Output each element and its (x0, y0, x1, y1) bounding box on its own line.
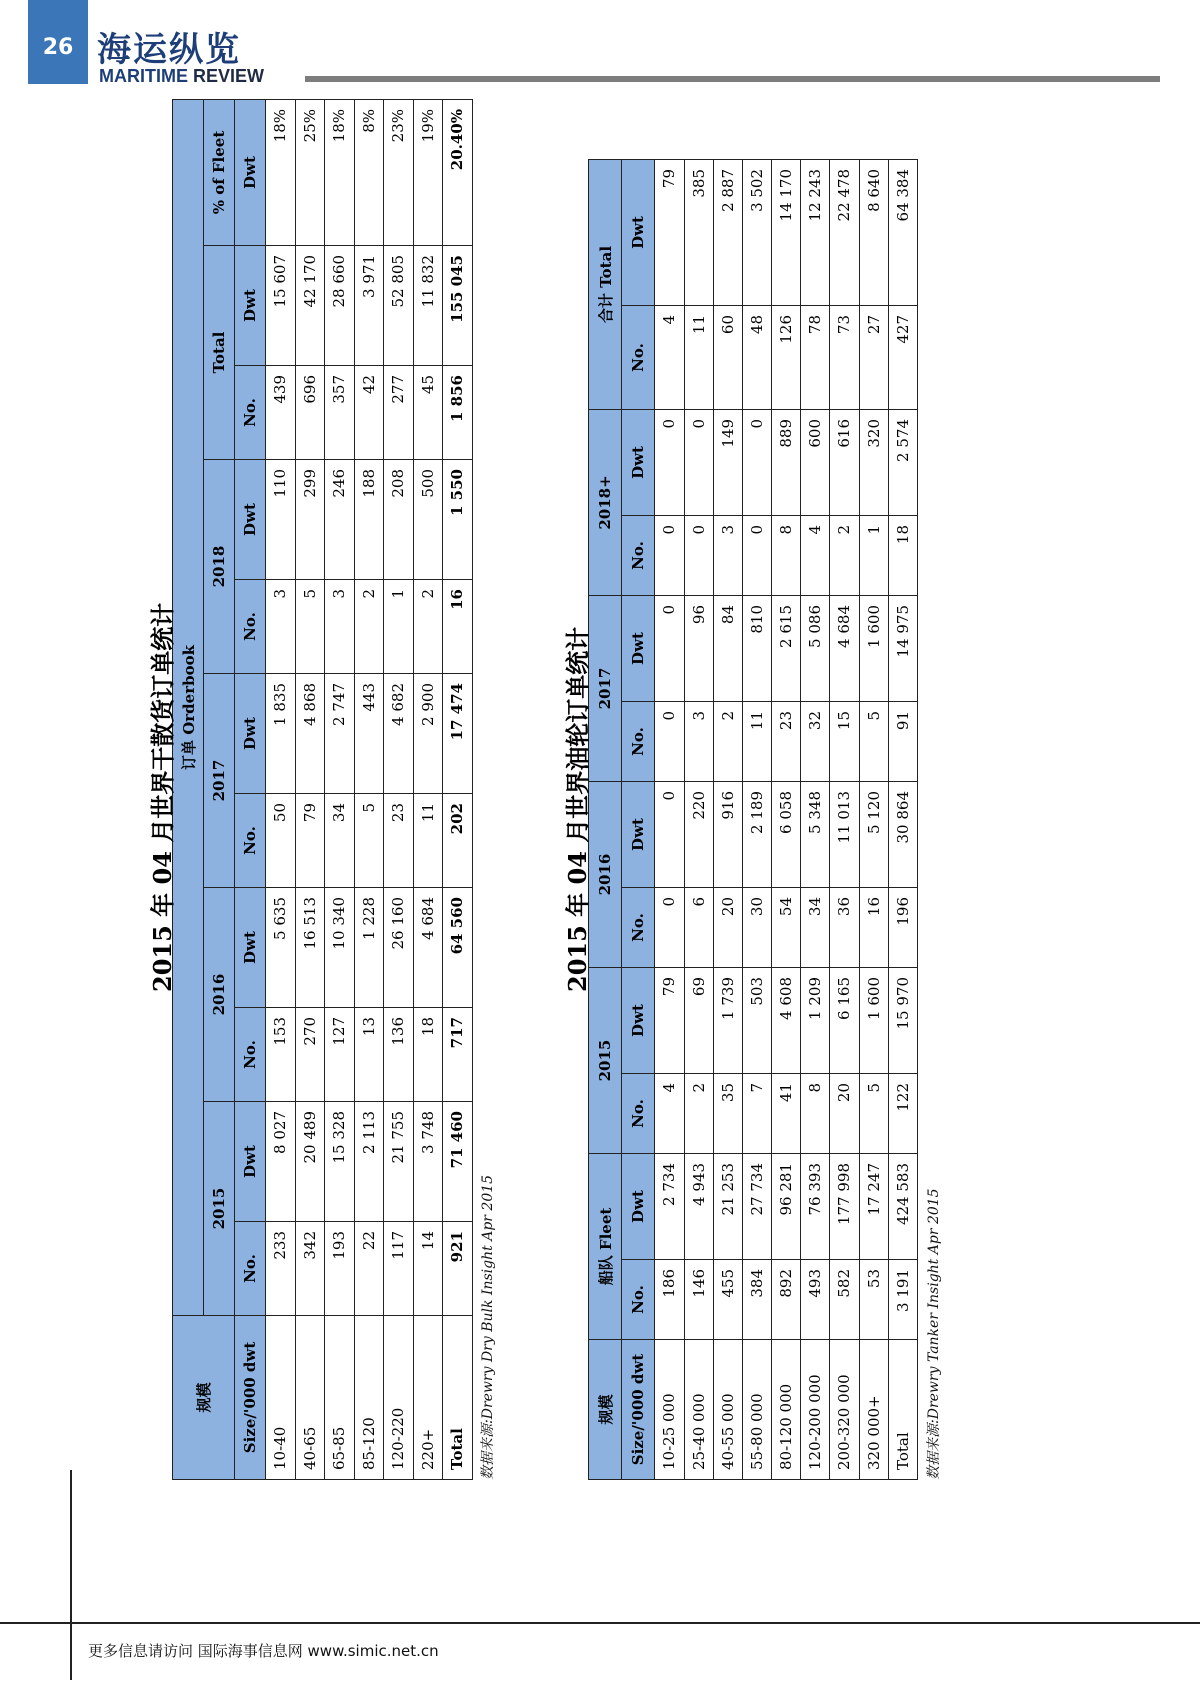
footer-website-text: 更多信息请访问 国际海事信息网 www.simic.net.cn (88, 1642, 439, 1660)
tanker-value-cell: 5 348 (801, 782, 830, 888)
dry-value-cell: 5 635 (266, 888, 296, 1008)
tanker-value-cell: 4 608 (772, 968, 801, 1074)
dry-value-cell: 921 (443, 1222, 473, 1316)
dry-value-cell: 717 (443, 1008, 473, 1102)
dry-value-cell: 136 (384, 1008, 414, 1102)
dry-table-row (325, 100, 355, 1480)
tanker-no-header: No. (622, 1260, 655, 1340)
tanker-value-cell: 2 (830, 516, 859, 596)
tanker-value-cell: 5 086 (801, 596, 830, 702)
tanker-table-row (801, 159, 830, 1479)
tanker-year-2015: 2015 (589, 968, 622, 1154)
tanker-table-row (830, 159, 859, 1479)
dry-value-cell: 342 (295, 1222, 325, 1316)
tanker-value-cell: 16 (859, 888, 888, 968)
dry-value-cell: 22 (354, 1222, 384, 1316)
tanker-value-cell: 3 (684, 702, 713, 782)
dry-size-cell: 65-85 (325, 1316, 355, 1480)
dry-value-cell: 1 (384, 580, 414, 674)
tanker-value-cell: 177 998 (830, 1154, 859, 1260)
dry-value-cell: 127 (325, 1008, 355, 1102)
dry-value-cell: 500 (413, 460, 443, 580)
tanker-value-cell: 8 640 (859, 159, 888, 305)
dry-bulk-title: 2015 年 04 月世界干散货订单统计 (148, 602, 177, 992)
tanker-value-cell: 2 615 (772, 596, 801, 702)
tanker-dwt-header: Dwt (622, 782, 655, 888)
dry-value-cell: 2 (354, 580, 384, 674)
dry-value-cell: 3 (266, 580, 296, 674)
tanker-dwt-header: Dwt (622, 409, 655, 515)
tanker-table-row (772, 159, 801, 1479)
tanker-value-cell: 0 (742, 409, 771, 515)
dry-value-cell: 110 (266, 460, 296, 580)
tanker-value-cell: 6 165 (830, 968, 859, 1074)
dry-value-cell: 23% (384, 100, 414, 246)
dry-value-cell: 3 971 (354, 246, 384, 366)
dry-value-cell: 1 835 (266, 674, 296, 794)
tanker-value-cell: 69 (684, 968, 713, 1074)
tanker-value-cell: 73 (830, 305, 859, 409)
dry-value-cell: 2 747 (325, 674, 355, 794)
dry-table-row (354, 100, 384, 1480)
dry-value-cell: 18% (325, 100, 355, 246)
tanker-table-row (859, 159, 888, 1479)
magazine-title-en-1: MARITIME (99, 66, 188, 86)
tanker-value-cell: 96 281 (772, 1154, 801, 1260)
tanker-value-cell: 41 (772, 1074, 801, 1154)
dry-value-cell: 18% (266, 100, 296, 246)
tanker-value-cell: 4 (801, 516, 830, 596)
tanker-value-cell: 2 189 (742, 782, 771, 888)
tanker-value-cell: 889 (772, 409, 801, 515)
tanker-table-row (684, 159, 713, 1479)
tanker-value-cell: 22 478 (830, 159, 859, 305)
tanker-year-2016: 2016 (589, 782, 622, 968)
tanker-no-header: No. (622, 702, 655, 782)
tanker-value-cell: 11 013 (830, 782, 859, 888)
dry-total-header: Total (204, 246, 235, 460)
tanker-value-cell: 12 243 (801, 159, 830, 305)
tanker-value-cell: 1 (859, 516, 888, 596)
dry-value-cell: 50 (266, 794, 296, 888)
tanker-fleet-header: 船队 Fleet (589, 1154, 622, 1340)
tanker-value-cell: 21 253 (713, 1154, 742, 1260)
tanker-value-cell: 3 191 (888, 1260, 917, 1340)
dry-value-cell: 117 (384, 1222, 414, 1316)
tanker-size-cell: 25-40 000 (684, 1340, 713, 1480)
dry-value-cell: 28 660 (325, 246, 355, 366)
tanker-value-cell: 79 (655, 968, 684, 1074)
tanker-value-cell: 0 (684, 516, 713, 596)
tanker-value-cell: 1 600 (859, 968, 888, 1074)
tanker-value-cell: 2 887 (713, 159, 742, 305)
dry-size-cell: Total (443, 1316, 473, 1480)
tanker-value-cell: 2 734 (655, 1154, 684, 1260)
tanker-value-cell: 64 384 (888, 159, 917, 305)
tanker-total-header: 合计 Total (589, 159, 622, 409)
tanker-value-cell: 384 (742, 1260, 771, 1340)
tanker-value-cell: 76 393 (801, 1154, 830, 1260)
tanker-value-cell: 0 (655, 596, 684, 702)
tanker-size-cell: 40-55 000 (713, 1340, 742, 1480)
tanker-source: 数据来源:Drewry Tanker Insight Apr 2015 (926, 1188, 942, 1480)
tanker-value-cell: 3 (713, 516, 742, 596)
dry-value-cell: 1 856 (443, 366, 473, 460)
dry-value-cell: 299 (295, 460, 325, 580)
dry-value-cell: 20.40% (443, 100, 473, 246)
dry-table-row (413, 100, 443, 1480)
tanker-value-cell: 5 (859, 1074, 888, 1154)
tanker-value-cell: 7 (742, 1074, 771, 1154)
tanker-value-cell: 149 (713, 409, 742, 515)
dry-value-cell: 5 (354, 794, 384, 888)
dry-value-cell: 155 045 (443, 246, 473, 366)
dry-value-cell: 18 (413, 1008, 443, 1102)
tanker-value-cell: 220 (684, 782, 713, 888)
tanker-value-cell: 186 (655, 1260, 684, 1340)
tanker-year-2017: 2017 (589, 596, 622, 782)
dry-bulk-source: 数据来源:Drewry Dry Bulk Insight Apr 2015 (480, 1174, 496, 1480)
tanker-value-cell: 32 (801, 702, 830, 782)
dry-value-cell: 443 (354, 674, 384, 794)
magazine-title-cn: 海运纵览 (97, 30, 241, 70)
tanker-size-en: Size/'000 dwt (622, 1340, 655, 1480)
dry-value-cell: 3 (325, 580, 355, 674)
tanker-size-cell: 80-120 000 (772, 1340, 801, 1480)
dry-table-row (295, 100, 325, 1480)
tanker-value-cell: 60 (713, 305, 742, 409)
dry-value-cell: 233 (266, 1222, 296, 1316)
dry-no-header: No. (235, 1008, 266, 1102)
tanker-title: 2015 年 04 月世界油轮订单统计 (563, 626, 592, 992)
tanker-value-cell: 0 (655, 516, 684, 596)
tanker-dwt-header: Dwt (622, 1154, 655, 1260)
dry-size-cn: 规模 (173, 1316, 235, 1480)
dry-no-header: No. (235, 366, 266, 460)
dry-value-cell: 16 513 (295, 888, 325, 1008)
dry-value-cell: 2 900 (413, 674, 443, 794)
dry-orderbook-header: 订单 Orderbook (173, 100, 204, 1316)
dry-size-cell: 120-220 (384, 1316, 414, 1480)
tanker-value-cell: 0 (684, 409, 713, 515)
tanker-value-cell: 0 (742, 516, 771, 596)
tanker-value-cell: 1 600 (859, 596, 888, 702)
tanker-value-cell: 582 (830, 1260, 859, 1340)
tanker-value-cell: 4 (655, 1074, 684, 1154)
tanker-value-cell: 616 (830, 409, 859, 515)
dry-dwt-header: Dwt (235, 460, 266, 580)
dry-value-cell: 188 (354, 460, 384, 580)
tanker-value-cell: 27 (859, 305, 888, 409)
tanker-value-cell: 14 975 (888, 596, 917, 702)
tanker-size-cell: 55-80 000 (742, 1340, 771, 1480)
dry-dwt-header: Dwt (235, 1102, 266, 1222)
dry-value-cell: 2 113 (354, 1102, 384, 1222)
tanker-value-cell: 493 (801, 1260, 830, 1340)
tanker-value-cell: 6 058 (772, 782, 801, 888)
tanker-table-row (888, 159, 917, 1479)
tanker-value-cell: 8 (801, 1074, 830, 1154)
tanker-value-cell: 15 970 (888, 968, 917, 1074)
tanker-no-header: No. (622, 305, 655, 409)
dry-table-row (443, 100, 473, 1480)
tanker-value-cell: 424 583 (888, 1154, 917, 1260)
dry-no-header: No. (235, 794, 266, 888)
dry-no-header: No. (235, 1222, 266, 1316)
tanker-size-cell: 200-320 000 (830, 1340, 859, 1480)
tanker-value-cell: 0 (655, 702, 684, 782)
dry-no-header: No. (235, 580, 266, 674)
tanker-value-cell: 35 (713, 1074, 742, 1154)
dry-value-cell: 8% (354, 100, 384, 246)
page-number: 26 (42, 34, 74, 60)
dry-size-en: Size/'000 dwt (235, 1316, 266, 1480)
dry-value-cell: 3 748 (413, 1102, 443, 1222)
tanker-value-cell: 600 (801, 409, 830, 515)
tanker-value-cell: 5 120 (859, 782, 888, 888)
tanker-value-cell: 385 (684, 159, 713, 305)
tanker-value-cell: 96 (684, 596, 713, 702)
tanker-no-header: No. (622, 888, 655, 968)
tanker-value-cell: 3 502 (742, 159, 771, 305)
dry-value-cell: 64 560 (443, 888, 473, 1008)
dry-value-cell: 270 (295, 1008, 325, 1102)
tanker-value-cell: 503 (742, 968, 771, 1074)
dry-value-cell: 42 170 (295, 246, 325, 366)
tanker-size-cell: Total (888, 1340, 917, 1480)
dry-value-cell: 193 (325, 1222, 355, 1316)
dry-bulk-table (172, 99, 473, 1480)
dry-value-cell: 20 489 (295, 1102, 325, 1222)
dry-value-cell: 4 684 (413, 888, 443, 1008)
tanker-table-row (655, 159, 684, 1479)
tanker-value-cell: 1 209 (801, 968, 830, 1074)
tanker-value-cell: 17 247 (859, 1154, 888, 1260)
dry-value-cell: 696 (295, 366, 325, 460)
dry-value-cell: 34 (325, 794, 355, 888)
tanker-value-cell: 0 (655, 782, 684, 888)
tanker-value-cell: 11 (742, 702, 771, 782)
dry-year-2015: 2015 (204, 1102, 235, 1316)
dry-value-cell: 79 (295, 794, 325, 888)
dry-value-cell: 15 328 (325, 1102, 355, 1222)
dry-value-cell: 208 (384, 460, 414, 580)
tanker-value-cell: 4 (655, 305, 684, 409)
tanker-value-cell: 6 (684, 888, 713, 968)
dry-year-2016: 2016 (204, 888, 235, 1102)
tanker-size-cn: 规模 (589, 1340, 622, 1480)
tanker-value-cell: 36 (830, 888, 859, 968)
dry-table-row (266, 100, 296, 1480)
dry-value-cell: 52 805 (384, 246, 414, 366)
dry-value-cell: 11 832 (413, 246, 443, 366)
tanker-size-cell: 120-200 000 (801, 1340, 830, 1480)
tanker-dwt-header: Dwt (622, 596, 655, 702)
dry-value-cell: 4 868 (295, 674, 325, 794)
dry-value-cell: 246 (325, 460, 355, 580)
tanker-value-cell: 34 (801, 888, 830, 968)
dry-dwt-header: Dwt (235, 674, 266, 794)
tanker-value-cell: 0 (655, 409, 684, 515)
tanker-value-cell: 84 (713, 596, 742, 702)
dry-value-cell: 21 755 (384, 1102, 414, 1222)
tanker-value-cell: 427 (888, 305, 917, 409)
tanker-value-cell: 18 (888, 516, 917, 596)
dry-dwt-header: Dwt (235, 100, 266, 246)
dry-value-cell: 1 550 (443, 460, 473, 580)
dry-table-row (384, 100, 414, 1480)
dry-value-cell: 15 607 (266, 246, 296, 366)
dry-year-2018: 2018 (204, 460, 235, 674)
tanker-value-cell: 11 (684, 305, 713, 409)
tanker-value-cell: 91 (888, 702, 917, 782)
dry-size-cell: 220+ (413, 1316, 443, 1480)
tanker-value-cell: 30 (742, 888, 771, 968)
dry-value-cell: 23 (384, 794, 414, 888)
dry-value-cell: 17 474 (443, 674, 473, 794)
dry-value-cell: 2 (413, 580, 443, 674)
dry-value-cell: 1 228 (354, 888, 384, 1008)
dry-year-2017: 2017 (204, 674, 235, 888)
footer-vertical-rule (70, 1470, 72, 1680)
tanker-value-cell: 126 (772, 305, 801, 409)
dry-size-cell: 40-65 (295, 1316, 325, 1480)
tanker-value-cell: 320 (859, 409, 888, 515)
dry-value-cell: 14 (413, 1222, 443, 1316)
tanker-value-cell: 2 (713, 702, 742, 782)
tanker-size-cell: 10-25 000 (655, 1340, 684, 1480)
tanker-value-cell: 146 (684, 1260, 713, 1340)
tanker-value-cell: 0 (655, 888, 684, 968)
tanker-value-cell: 15 (830, 702, 859, 782)
dry-value-cell: 5 (295, 580, 325, 674)
dry-value-cell: 4 682 (384, 674, 414, 794)
tanker-value-cell: 20 (830, 1074, 859, 1154)
dry-value-cell: 202 (443, 794, 473, 888)
tanker-dwt-header: Dwt (622, 159, 655, 305)
dry-value-cell: 10 340 (325, 888, 355, 1008)
magazine-title-en (99, 66, 264, 87)
dry-value-cell: 13 (354, 1008, 384, 1102)
tanker-value-cell: 892 (772, 1260, 801, 1340)
dry-value-cell: 26 160 (384, 888, 414, 1008)
tanker-no-header: No. (622, 1074, 655, 1154)
tanker-value-cell: 2 574 (888, 409, 917, 515)
magazine-title-en-2: REVIEW (193, 66, 265, 86)
tanker-value-cell: 4 684 (830, 596, 859, 702)
dry-value-cell: 16 (443, 580, 473, 674)
tanker-value-cell: 48 (742, 305, 771, 409)
dry-value-cell: 153 (266, 1008, 296, 1102)
tanker-table (588, 159, 918, 1480)
dry-value-cell: 277 (384, 366, 414, 460)
page-number-badge (28, 0, 88, 84)
tanker-table-row (742, 159, 771, 1479)
dry-value-cell: 439 (266, 366, 296, 460)
tanker-value-cell: 78 (801, 305, 830, 409)
tanker-value-cell: 196 (888, 888, 917, 968)
dry-size-cell: 10-40 (266, 1316, 296, 1480)
tanker-value-cell: 8 (772, 516, 801, 596)
dry-value-cell: 11 (413, 794, 443, 888)
dry-fleet-pct-header: % of Fleet (204, 100, 235, 246)
tanker-value-cell: 810 (742, 596, 771, 702)
dry-value-cell: 25% (295, 100, 325, 246)
tanker-value-cell: 4 943 (684, 1154, 713, 1260)
dry-value-cell: 42 (354, 366, 384, 460)
tanker-value-cell: 14 170 (772, 159, 801, 305)
dry-dwt-header: Dwt (235, 246, 266, 366)
tanker-dwt-header: Dwt (622, 968, 655, 1074)
tanker-table-row (713, 159, 742, 1479)
tanker-value-cell: 20 (713, 888, 742, 968)
tanker-value-cell: 2 (684, 1074, 713, 1154)
tanker-value-cell: 53 (859, 1260, 888, 1340)
tanker-value-cell: 79 (655, 159, 684, 305)
dry-bulk-section (172, 99, 473, 1480)
tanker-value-cell: 54 (772, 888, 801, 968)
dry-value-cell: 19% (413, 100, 443, 246)
dry-dwt-header: Dwt (235, 888, 266, 1008)
dry-value-cell: 357 (325, 366, 355, 460)
dry-value-cell: 8 027 (266, 1102, 296, 1222)
tanker-value-cell: 916 (713, 782, 742, 888)
header-rule (305, 76, 1160, 82)
dry-size-cell: 85-120 (354, 1316, 384, 1480)
dry-value-cell: 45 (413, 366, 443, 460)
footer-horizontal-rule (0, 1622, 1200, 1624)
tanker-value-cell: 1 739 (713, 968, 742, 1074)
tanker-value-cell: 5 (859, 702, 888, 782)
tanker-value-cell: 122 (888, 1074, 917, 1154)
tanker-size-cell: 320 000+ (859, 1340, 888, 1480)
dry-value-cell: 71 460 (443, 1102, 473, 1222)
tanker-value-cell: 27 734 (742, 1154, 771, 1260)
tanker-value-cell: 30 864 (888, 782, 917, 888)
tanker-section (588, 159, 918, 1480)
tanker-value-cell: 23 (772, 702, 801, 782)
tanker-year-2018-plus: 2018+ (589, 409, 622, 595)
tanker-value-cell: 455 (713, 1260, 742, 1340)
tanker-no-header: No. (622, 516, 655, 596)
